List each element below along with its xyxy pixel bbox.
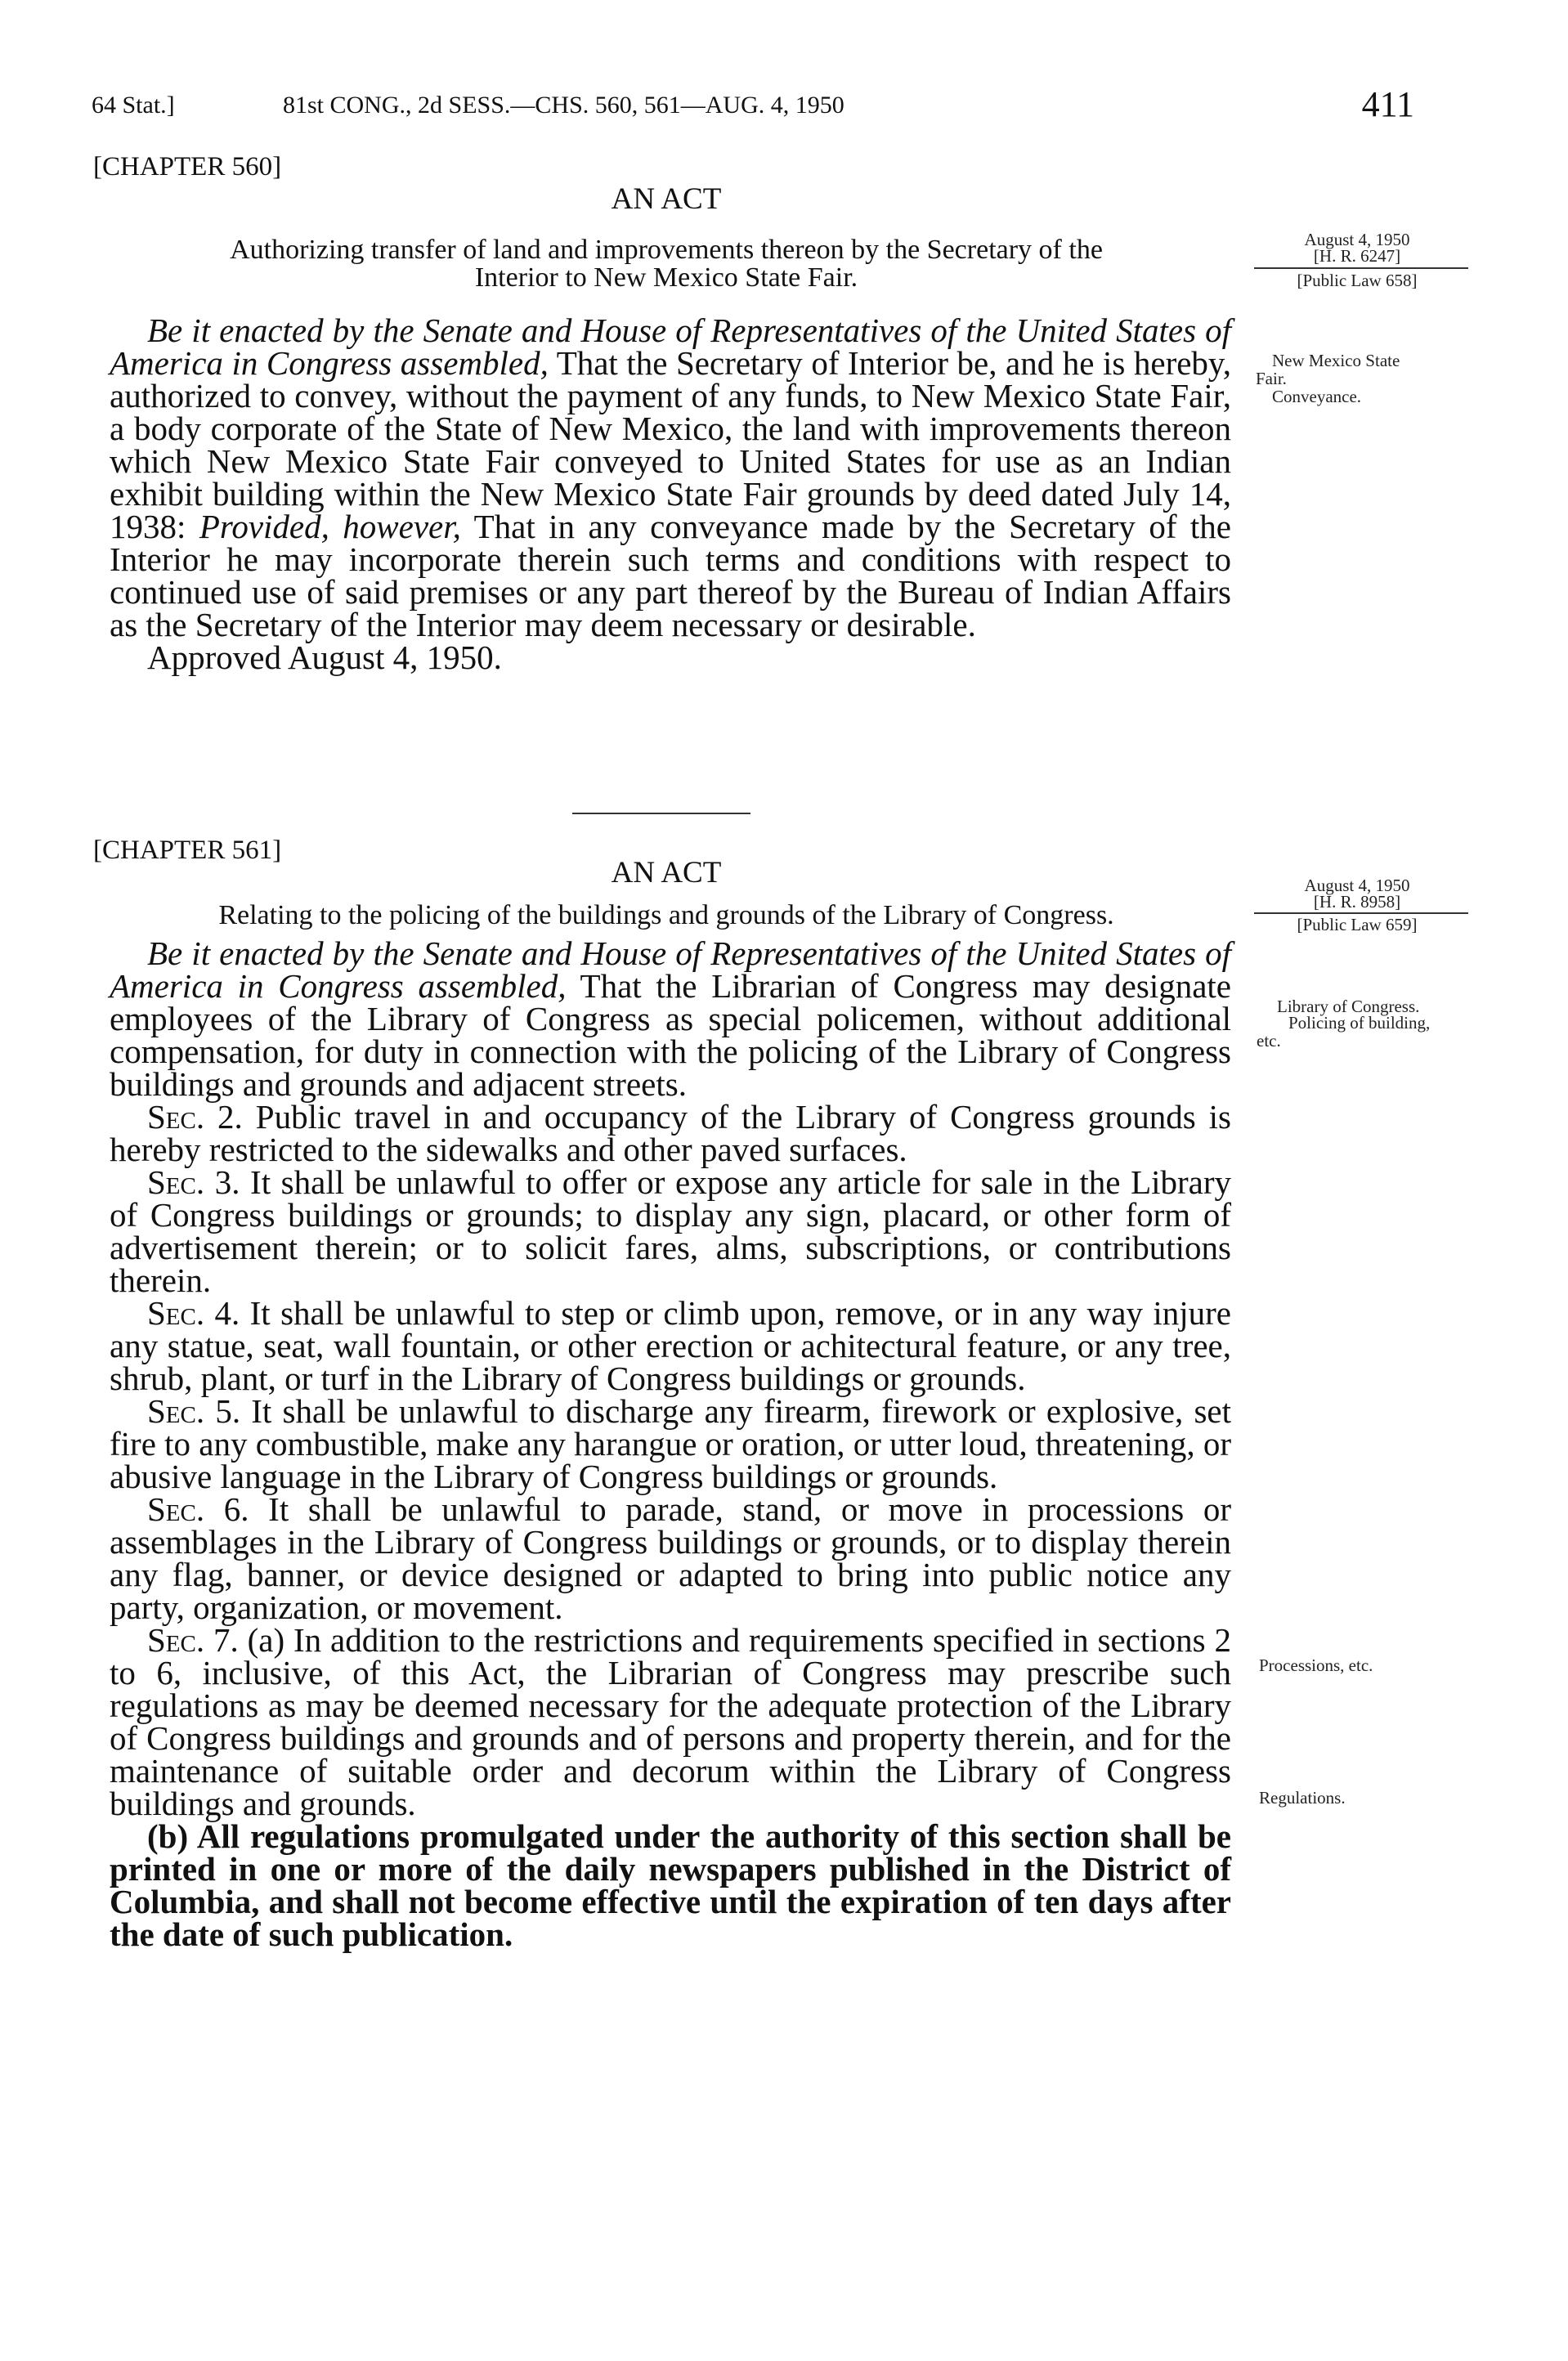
ch561-sec4-text: It shall be unlawful to step or climb upon, remove, or in any way injure any statue, seat, wall fountain, or other erection or achitectural feature, or any tree, shrub, plant, or turf in the Library of Congress buildings or grounds. — [110, 1294, 1232, 1397]
ch560-text-a: That the Secretary of Interior be, and he is hereby, authorized to convey, without the payment of any funds, to New Mexico State Fair, a body corporate of the State of New Mexico, the land with improvements thereon which New Mexico State Fair conveyed to United States for use as an Indian exhibit building within the New Mexico State Fair grounds by deed dated July 14, 1938: — [110, 344, 1232, 545]
ch561-margin-processions: Processions, etc. — [1259, 1655, 1373, 1675]
header-stat: 64 Stat.] — [92, 92, 175, 119]
ch561-margin-law: [Public Law 659] — [1297, 915, 1418, 934]
ch560-margin-note1: New Mexico State — [1272, 351, 1400, 370]
ch560-margin-note3: Conveyance. — [1272, 387, 1362, 406]
chapter-560-title-line1: Authorizing transfer of land and improvements thereon by the Secretary of the — [230, 235, 1103, 265]
chapter-561-body — [110, 934, 1232, 1953]
ch560-proviso: Provided, however, — [199, 508, 461, 545]
chapter-560-act-label: AN ACT — [611, 182, 722, 216]
ch561-sec2-text: Public travel in and occupancy of the Library of Congress grounds is hereby restricted to the sidewalks and other paved surfaces. — [110, 1098, 1232, 1168]
ch561-sec1-text: That the Librarian of Congress may designate employees of the Library of Congress as special policemen, without additional compensation, for duty in connection with the policing of the Library of Congress buildings and grounds and adjacent streets. — [110, 967, 1232, 1103]
ch561-sec7a — [110, 1621, 1232, 1822]
ch561-margin-bill: [H. R. 8958] — [1313, 892, 1401, 912]
ch560-margin-rule — [1254, 267, 1468, 269]
chapter-560-label: [CHAPTER 560] — [93, 152, 282, 181]
ch561-sec3-text: It shall be unlawful to offer or expose any article for sale in the Library of Congress buildings or grounds; to display any sign, placard, or other form of advertisement therein; or to solicit fares, alms, subscriptions, or contributions therein. — [110, 1163, 1232, 1299]
ch561-sec2 — [110, 1100, 1231, 1166]
ch561-sec3 — [110, 1163, 1232, 1299]
ch561-sec7b-text: (b) All regulations promulgated under the authority of this section shall be printed in one or more of the daily newspapers published in the District of Columbia, and shall not become effective until the expiration of ten days after the date of such publication. — [110, 1817, 1231, 1953]
chapter-divider-rule — [572, 813, 750, 814]
ch561-margin-rule — [1254, 912, 1468, 914]
ch561-sec6 — [110, 1490, 1232, 1626]
ch561-margin-note2: Policing of building, — [1288, 1013, 1431, 1033]
ch561-sec6-text: It shall be unlawful to parade, stand, or move in processions or assemblages in the Library of Congress buildings or grounds, or to display therein any flag, banner, or device designed or adapted to bring into public notice any party, organization, or movement. — [110, 1490, 1232, 1626]
ch560-margin-date: August 4, 1950 — [1304, 230, 1410, 249]
ch561-margin-note1: Library of Congress. — [1277, 997, 1420, 1016]
chapter-561-act-label: AN ACT — [611, 856, 722, 889]
ch561-sec4-label: Sec. 4. — [147, 1294, 240, 1332]
ch560-margin-note2: Fair. — [1256, 369, 1287, 388]
header-session: 81st CONG., 2d SESS.—CHS. 560, 561—AUG. 4, 1950 — [283, 92, 844, 119]
ch561-margin-date: August 4, 1950 — [1304, 876, 1410, 895]
ch560-approved: Approved August 4, 1950. — [147, 638, 502, 676]
chapter-561-label: [CHAPTER 561] — [93, 836, 282, 865]
ch560-margin-law: [Public Law 658] — [1297, 271, 1418, 290]
ch561-sec6-label: Sec. 6. — [147, 1490, 249, 1528]
ch561-margin-note3: etc. — [1257, 1031, 1281, 1051]
ch561-sec7b — [110, 1817, 1231, 1953]
ch561-sec7-label: Sec. 7. — [147, 1621, 239, 1659]
ch561-sec2-label: Sec. 2. — [147, 1098, 243, 1136]
ch560-text-b: That in any conveyance made by the Secretary of the Interior he may incorporate therein such terms and conditions with respect to continued use of said premises or any part thereof by the Bureau of Indian Affairs as the Secretary of the Interior may deem necessary or desirable. — [110, 508, 1232, 643]
chapter-561-title: Relating to the policing of the buildings and grounds of the Library of Congress. — [218, 900, 1114, 930]
ch561-sec7a-text: (a) In addition to the restrictions and requirements specified in sections 2 to 6, inclusive, of this Act, the Librarian of Congress may prescribe such regulations as may be deemed necessary for the adequate protection of the Library of Congress buildings and grounds and of persons and property therein, and for the maintenance of suitable order and decorum within the Library of Congress buildings and grounds. — [110, 1621, 1232, 1822]
ch561-sec3-label: Sec. 3. — [147, 1163, 240, 1201]
ch561-margin-regulations: Regulations. — [1259, 1788, 1346, 1808]
page-number: 411 — [1361, 84, 1414, 124]
chapter-560-title-line2: Interior to New Mexico State Fair. — [474, 262, 858, 293]
ch561-enacting-clause: Be it enacted by the Senate and House of Representatives of the United States of America in Congress assembled, — [110, 934, 1231, 1005]
ch561-sec5-text: It shall be unlawful to discharge any firearm, firework or explosive, set fire to any combustible, make any harangue or oration, or utter loud, threatening, or abusive language in the Library of Congress buildings or grounds. — [110, 1392, 1231, 1495]
ch560-enacting-clause: Be it enacted by the Senate and House of Representatives of the United States of America in Congress assembled, — [110, 311, 1231, 382]
ch560-margin-bill: [H. R. 6247] — [1313, 246, 1401, 266]
ch561-sec5-label: Sec. 5. — [147, 1392, 241, 1430]
chapter-560-body — [110, 311, 1232, 676]
ch561-sec4 — [110, 1294, 1232, 1397]
ch561-sec5 — [110, 1392, 1231, 1495]
